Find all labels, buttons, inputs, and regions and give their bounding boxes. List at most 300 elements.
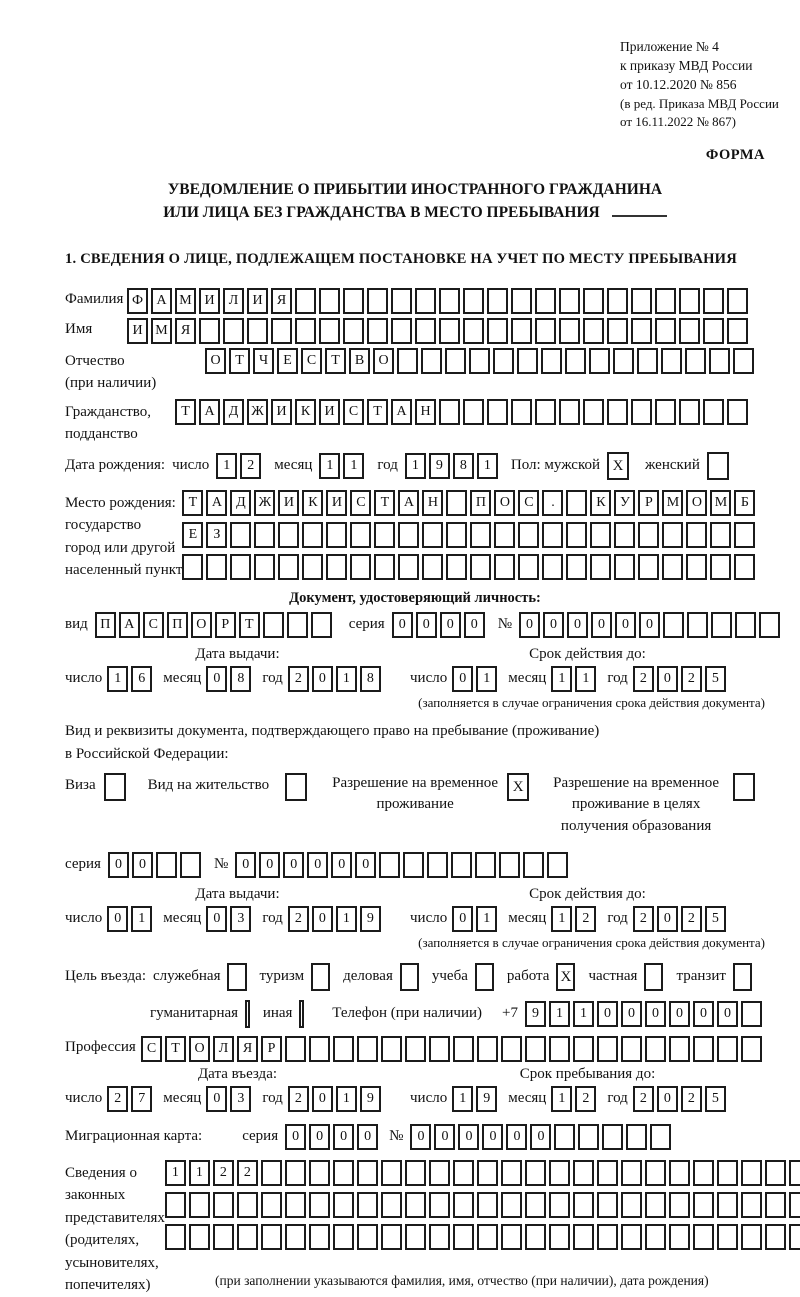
char-box[interactable]: Т — [165, 1036, 186, 1062]
char-box[interactable] — [789, 1160, 800, 1186]
char-box[interactable] — [535, 318, 556, 344]
char-box[interactable] — [741, 1001, 762, 1027]
char-box[interactable]: 0 — [355, 852, 376, 878]
char-box[interactable]: Н — [422, 490, 443, 516]
char-box[interactable]: 1 — [405, 453, 426, 479]
char-box[interactable]: 0 — [639, 612, 660, 638]
char-box[interactable]: 2 — [288, 666, 309, 692]
char-box[interactable]: Я — [175, 318, 196, 344]
char-box[interactable] — [453, 1160, 474, 1186]
char-box[interactable]: Ж — [247, 399, 268, 425]
char-box[interactable]: А — [119, 612, 140, 638]
char-box[interactable] — [613, 348, 634, 374]
char-box[interactable] — [669, 1192, 690, 1218]
char-box[interactable]: 1 — [476, 666, 497, 692]
char-box[interactable]: П — [95, 612, 116, 638]
purpose-humanitarian-checkbox[interactable] — [245, 1000, 250, 1028]
char-box[interactable] — [333, 1036, 354, 1062]
char-box[interactable]: 0 — [206, 906, 227, 932]
char-box[interactable]: 0 — [206, 666, 227, 692]
char-box[interactable] — [734, 522, 755, 548]
char-box[interactable]: 3 — [230, 1086, 251, 1112]
char-box[interactable] — [189, 1224, 210, 1250]
char-box[interactable]: 1 — [336, 666, 357, 692]
char-box[interactable] — [559, 288, 580, 314]
char-box[interactable] — [669, 1160, 690, 1186]
char-box[interactable] — [621, 1224, 642, 1250]
char-box[interactable]: 2 — [213, 1160, 234, 1186]
char-box[interactable] — [597, 1036, 618, 1062]
char-box[interactable]: Я — [271, 288, 292, 314]
char-box[interactable] — [199, 318, 220, 344]
char-box[interactable]: Т — [229, 348, 250, 374]
char-box[interactable] — [710, 554, 731, 580]
char-box[interactable] — [403, 852, 424, 878]
char-box[interactable]: 0 — [416, 612, 437, 638]
char-box[interactable] — [446, 554, 467, 580]
char-box[interactable] — [669, 1036, 690, 1062]
char-box[interactable] — [583, 288, 604, 314]
char-box[interactable] — [573, 1036, 594, 1062]
char-box[interactable] — [693, 1224, 714, 1250]
char-box[interactable] — [693, 1192, 714, 1218]
char-box[interactable]: Л — [223, 288, 244, 314]
char-box[interactable]: Р — [215, 612, 236, 638]
char-box[interactable] — [415, 288, 436, 314]
char-box[interactable]: К — [302, 490, 323, 516]
char-box[interactable]: И — [199, 288, 220, 314]
char-box[interactable] — [734, 554, 755, 580]
char-box[interactable] — [501, 1224, 522, 1250]
char-box[interactable]: И — [247, 288, 268, 314]
char-box[interactable] — [463, 288, 484, 314]
char-box[interactable]: Т — [182, 490, 203, 516]
char-box[interactable]: 0 — [392, 612, 413, 638]
char-box[interactable] — [518, 522, 539, 548]
char-box[interactable]: 9 — [429, 453, 450, 479]
char-box[interactable]: 6 — [131, 666, 152, 692]
char-box[interactable] — [717, 1224, 738, 1250]
char-box[interactable] — [559, 318, 580, 344]
char-box[interactable]: О — [494, 490, 515, 516]
char-box[interactable] — [573, 1224, 594, 1250]
char-box[interactable]: С — [518, 490, 539, 516]
char-box[interactable]: 0 — [530, 1124, 551, 1150]
char-box[interactable] — [285, 1036, 306, 1062]
char-box[interactable] — [759, 612, 780, 638]
char-box[interactable]: 5 — [705, 666, 726, 692]
char-box[interactable]: Д — [230, 490, 251, 516]
char-box[interactable] — [554, 1124, 575, 1150]
char-box[interactable] — [693, 1036, 714, 1062]
char-box[interactable] — [405, 1192, 426, 1218]
char-box[interactable]: Т — [325, 348, 346, 374]
char-box[interactable] — [638, 522, 659, 548]
char-box[interactable]: 0 — [543, 612, 564, 638]
char-box[interactable] — [254, 554, 275, 580]
char-box[interactable] — [261, 1160, 282, 1186]
char-box[interactable] — [165, 1192, 186, 1218]
char-box[interactable] — [669, 1224, 690, 1250]
char-box[interactable] — [357, 1036, 378, 1062]
char-box[interactable] — [501, 1192, 522, 1218]
char-box[interactable] — [686, 522, 707, 548]
char-box[interactable] — [295, 318, 316, 344]
char-box[interactable]: 0 — [307, 852, 328, 878]
char-box[interactable] — [261, 1224, 282, 1250]
char-box[interactable] — [590, 554, 611, 580]
char-box[interactable]: 1 — [107, 666, 128, 692]
char-box[interactable] — [237, 1224, 258, 1250]
char-box[interactable]: М — [175, 288, 196, 314]
char-box[interactable]: Ч — [253, 348, 274, 374]
char-box[interactable] — [319, 288, 340, 314]
char-box[interactable] — [381, 1160, 402, 1186]
char-box[interactable] — [287, 612, 308, 638]
char-box[interactable] — [429, 1192, 450, 1218]
char-box[interactable] — [607, 318, 628, 344]
char-box[interactable] — [566, 490, 587, 516]
char-box[interactable] — [405, 1036, 426, 1062]
char-box[interactable] — [789, 1224, 800, 1250]
char-box[interactable] — [445, 348, 466, 374]
char-box[interactable] — [655, 399, 676, 425]
char-box[interactable] — [547, 852, 568, 878]
char-box[interactable] — [295, 288, 316, 314]
char-box[interactable] — [357, 1224, 378, 1250]
char-box[interactable]: О — [686, 490, 707, 516]
char-box[interactable] — [429, 1036, 450, 1062]
char-box[interactable]: Ф — [127, 288, 148, 314]
char-box[interactable]: 1 — [131, 906, 152, 932]
char-box[interactable]: П — [470, 490, 491, 516]
char-box[interactable] — [727, 399, 748, 425]
char-box[interactable] — [499, 852, 520, 878]
purpose-official-checkbox[interactable] — [227, 963, 246, 991]
char-box[interactable] — [727, 318, 748, 344]
char-box[interactable] — [650, 1124, 671, 1150]
purpose-study-checkbox[interactable] — [475, 963, 494, 991]
char-box[interactable]: Р — [638, 490, 659, 516]
char-box[interactable] — [487, 318, 508, 344]
char-box[interactable] — [213, 1224, 234, 1250]
char-box[interactable] — [493, 348, 514, 374]
char-box[interactable] — [381, 1192, 402, 1218]
char-box[interactable]: 0 — [108, 852, 129, 878]
char-box[interactable] — [446, 522, 467, 548]
char-box[interactable] — [765, 1160, 786, 1186]
char-box[interactable]: 2 — [681, 666, 702, 692]
char-box[interactable] — [309, 1224, 330, 1250]
char-box[interactable] — [379, 852, 400, 878]
char-box[interactable]: 0 — [464, 612, 485, 638]
char-box[interactable] — [326, 522, 347, 548]
char-box[interactable] — [621, 1160, 642, 1186]
char-box[interactable]: 0 — [434, 1124, 455, 1150]
char-box[interactable]: . — [542, 490, 563, 516]
char-box[interactable]: 2 — [633, 666, 654, 692]
char-box[interactable] — [309, 1160, 330, 1186]
char-box[interactable]: 1 — [343, 453, 364, 479]
char-box[interactable] — [451, 852, 472, 878]
char-box[interactable] — [549, 1036, 570, 1062]
char-box[interactable] — [309, 1192, 330, 1218]
char-box[interactable] — [583, 318, 604, 344]
char-box[interactable]: 0 — [333, 1124, 354, 1150]
char-box[interactable] — [469, 348, 490, 374]
char-box[interactable] — [206, 554, 227, 580]
char-box[interactable]: А — [391, 399, 412, 425]
char-box[interactable] — [523, 852, 544, 878]
char-box[interactable] — [302, 522, 323, 548]
char-box[interactable] — [494, 522, 515, 548]
char-box[interactable] — [662, 522, 683, 548]
char-box[interactable] — [302, 554, 323, 580]
char-box[interactable] — [645, 1192, 666, 1218]
char-box[interactable] — [470, 554, 491, 580]
char-box[interactable]: А — [199, 399, 220, 425]
char-box[interactable] — [156, 852, 177, 878]
char-box[interactable] — [631, 288, 652, 314]
char-box[interactable] — [446, 490, 467, 516]
char-box[interactable] — [590, 522, 611, 548]
char-box[interactable] — [271, 318, 292, 344]
char-box[interactable] — [475, 852, 496, 878]
char-box[interactable] — [645, 1036, 666, 1062]
char-box[interactable]: 0 — [107, 906, 128, 932]
char-box[interactable] — [655, 318, 676, 344]
temp-residence-checkbox[interactable]: X — [507, 773, 529, 801]
char-box[interactable] — [602, 1124, 623, 1150]
char-box[interactable]: 2 — [681, 1086, 702, 1112]
char-box[interactable] — [501, 1036, 522, 1062]
char-box[interactable]: 2 — [237, 1160, 258, 1186]
char-box[interactable]: 0 — [657, 666, 678, 692]
char-box[interactable]: 1 — [336, 906, 357, 932]
char-box[interactable]: 0 — [591, 612, 612, 638]
char-box[interactable]: 0 — [283, 852, 304, 878]
char-box[interactable]: 1 — [165, 1160, 186, 1186]
char-box[interactable] — [487, 288, 508, 314]
char-box[interactable]: 0 — [410, 1124, 431, 1150]
char-box[interactable] — [573, 1192, 594, 1218]
char-box[interactable]: 0 — [519, 612, 540, 638]
char-box[interactable] — [710, 522, 731, 548]
char-box[interactable] — [559, 399, 580, 425]
char-box[interactable] — [542, 554, 563, 580]
char-box[interactable]: В — [349, 348, 370, 374]
char-box[interactable] — [573, 1160, 594, 1186]
char-box[interactable]: Ж — [254, 490, 275, 516]
char-box[interactable] — [661, 348, 682, 374]
char-box[interactable]: 9 — [525, 1001, 546, 1027]
char-box[interactable] — [542, 522, 563, 548]
char-box[interactable]: 0 — [259, 852, 280, 878]
char-box[interactable]: 7 — [131, 1086, 152, 1112]
char-box[interactable] — [566, 522, 587, 548]
char-box[interactable]: Б — [734, 490, 755, 516]
char-box[interactable] — [439, 318, 460, 344]
char-box[interactable]: 0 — [440, 612, 461, 638]
char-box[interactable] — [367, 318, 388, 344]
char-box[interactable]: Т — [175, 399, 196, 425]
char-box[interactable]: С — [143, 612, 164, 638]
char-box[interactable]: М — [151, 318, 172, 344]
char-box[interactable]: 0 — [657, 1086, 678, 1112]
char-box[interactable] — [422, 522, 443, 548]
char-box[interactable]: 0 — [309, 1124, 330, 1150]
char-box[interactable] — [566, 554, 587, 580]
char-box[interactable] — [741, 1036, 762, 1062]
char-box[interactable] — [180, 852, 201, 878]
char-box[interactable]: И — [326, 490, 347, 516]
char-box[interactable] — [614, 522, 635, 548]
char-box[interactable]: 1 — [319, 453, 340, 479]
char-box[interactable]: 0 — [206, 1086, 227, 1112]
char-box[interactable] — [343, 288, 364, 314]
char-box[interactable] — [405, 1224, 426, 1250]
char-box[interactable] — [415, 318, 436, 344]
char-box[interactable] — [398, 554, 419, 580]
char-box[interactable] — [621, 1192, 642, 1218]
char-box[interactable] — [789, 1192, 800, 1218]
char-box[interactable] — [597, 1160, 618, 1186]
char-box[interactable] — [397, 348, 418, 374]
char-box[interactable]: О — [205, 348, 226, 374]
char-box[interactable]: 0 — [506, 1124, 527, 1150]
char-box[interactable] — [638, 554, 659, 580]
char-box[interactable] — [525, 1224, 546, 1250]
char-box[interactable]: 0 — [312, 1086, 333, 1112]
char-box[interactable]: 2 — [107, 1086, 128, 1112]
char-box[interactable] — [381, 1036, 402, 1062]
visa-checkbox[interactable] — [104, 773, 126, 801]
char-box[interactable] — [429, 1160, 450, 1186]
char-box[interactable]: 0 — [717, 1001, 738, 1027]
char-box[interactable] — [525, 1036, 546, 1062]
char-box[interactable] — [631, 318, 652, 344]
char-box[interactable]: 0 — [235, 852, 256, 878]
char-box[interactable] — [685, 348, 706, 374]
char-box[interactable] — [223, 318, 244, 344]
purpose-work-checkbox[interactable]: X — [556, 963, 575, 991]
char-box[interactable] — [182, 554, 203, 580]
char-box[interactable]: Т — [239, 612, 260, 638]
char-box[interactable]: 2 — [633, 906, 654, 932]
char-box[interactable]: 2 — [681, 906, 702, 932]
char-box[interactable]: 2 — [288, 906, 309, 932]
char-box[interactable]: 5 — [705, 1086, 726, 1112]
char-box[interactable] — [607, 288, 628, 314]
char-box[interactable] — [607, 399, 628, 425]
char-box[interactable] — [717, 1036, 738, 1062]
sex-female-checkbox[interactable] — [707, 452, 729, 480]
char-box[interactable] — [477, 1192, 498, 1218]
char-box[interactable]: 1 — [551, 666, 572, 692]
char-box[interactable] — [405, 1160, 426, 1186]
purpose-other-checkbox[interactable] — [299, 1000, 304, 1028]
char-box[interactable] — [621, 1036, 642, 1062]
char-box[interactable]: 0 — [597, 1001, 618, 1027]
char-box[interactable]: Н — [415, 399, 436, 425]
char-box[interactable] — [645, 1160, 666, 1186]
char-box[interactable]: 0 — [482, 1124, 503, 1150]
char-box[interactable] — [350, 554, 371, 580]
char-box[interactable] — [247, 318, 268, 344]
char-box[interactable] — [511, 318, 532, 344]
char-box[interactable]: 0 — [357, 1124, 378, 1150]
char-box[interactable]: Д — [223, 399, 244, 425]
char-box[interactable]: О — [373, 348, 394, 374]
char-box[interactable]: О — [189, 1036, 210, 1062]
char-box[interactable]: 0 — [285, 1124, 306, 1150]
char-box[interactable] — [398, 522, 419, 548]
char-box[interactable] — [765, 1192, 786, 1218]
char-box[interactable] — [453, 1036, 474, 1062]
char-box[interactable]: И — [271, 399, 292, 425]
char-box[interactable] — [439, 288, 460, 314]
char-box[interactable] — [717, 1160, 738, 1186]
char-box[interactable] — [679, 318, 700, 344]
char-box[interactable]: М — [710, 490, 731, 516]
char-box[interactable] — [391, 318, 412, 344]
char-box[interactable] — [535, 288, 556, 314]
char-box[interactable] — [597, 1192, 618, 1218]
char-box[interactable] — [525, 1192, 546, 1218]
char-box[interactable]: 1 — [573, 1001, 594, 1027]
char-box[interactable]: С — [343, 399, 364, 425]
char-box[interactable] — [645, 1224, 666, 1250]
char-box[interactable] — [549, 1192, 570, 1218]
char-box[interactable] — [333, 1160, 354, 1186]
char-box[interactable]: 0 — [331, 852, 352, 878]
char-box[interactable]: 0 — [615, 612, 636, 638]
char-box[interactable] — [511, 399, 532, 425]
char-box[interactable]: 9 — [476, 1086, 497, 1112]
char-box[interactable]: Я — [237, 1036, 258, 1062]
char-box[interactable] — [663, 612, 684, 638]
char-box[interactable]: 1 — [477, 453, 498, 479]
char-box[interactable] — [727, 288, 748, 314]
char-box[interactable]: 8 — [230, 666, 251, 692]
residence-permit-checkbox[interactable] — [285, 773, 307, 801]
char-box[interactable]: 0 — [657, 906, 678, 932]
char-box[interactable] — [285, 1192, 306, 1218]
char-box[interactable]: П — [167, 612, 188, 638]
char-box[interactable] — [765, 1224, 786, 1250]
char-box[interactable]: 0 — [669, 1001, 690, 1027]
char-box[interactable] — [319, 318, 340, 344]
char-box[interactable]: 3 — [230, 906, 251, 932]
char-box[interactable]: 1 — [549, 1001, 570, 1027]
char-box[interactable] — [741, 1192, 762, 1218]
char-box[interactable]: А — [206, 490, 227, 516]
char-box[interactable]: Т — [374, 490, 395, 516]
char-box[interactable]: С — [350, 490, 371, 516]
char-box[interactable] — [453, 1192, 474, 1218]
char-box[interactable]: 2 — [240, 453, 261, 479]
char-box[interactable] — [494, 554, 515, 580]
char-box[interactable]: 1 — [336, 1086, 357, 1112]
char-box[interactable] — [463, 399, 484, 425]
char-box[interactable] — [374, 554, 395, 580]
char-box[interactable]: А — [151, 288, 172, 314]
char-box[interactable] — [357, 1160, 378, 1186]
purpose-private-checkbox[interactable] — [644, 963, 663, 991]
char-box[interactable] — [189, 1192, 210, 1218]
char-box[interactable] — [326, 554, 347, 580]
char-box[interactable] — [541, 348, 562, 374]
